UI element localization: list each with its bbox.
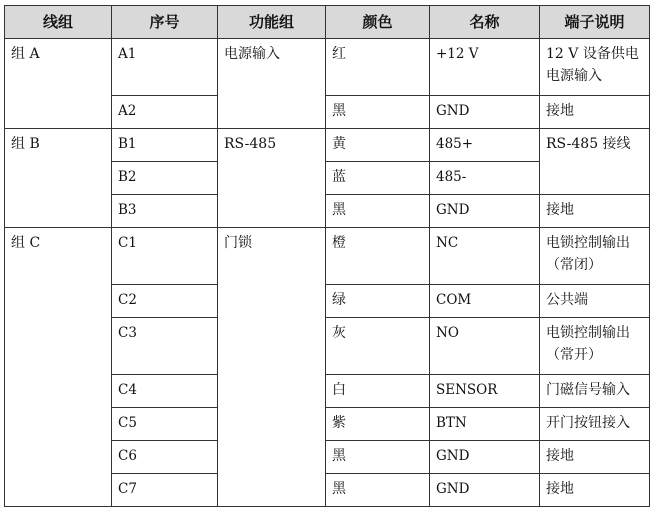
color-cell: 白 [326,375,430,408]
seq-cell: A2 [112,96,218,129]
name-cell: NO [430,318,540,375]
color-cell: 黑 [326,441,430,474]
name-cell: GND [430,96,540,129]
seq-cell: C4 [112,375,218,408]
seq-cell: C5 [112,408,218,441]
color-cell: 黑 [326,474,430,507]
color-cell: 橙 [326,228,430,285]
desc-cell: 公共端 [540,285,650,318]
name-cell: NC [430,228,540,285]
seq-cell: B3 [112,195,218,228]
function-cell: 门锁 [218,228,326,507]
desc-cell: 接地 [540,96,650,129]
color-cell: 黑 [326,96,430,129]
header-color: 颜色 [326,6,430,39]
desc-cell: 12 V 设备供电电源输入 [540,39,650,96]
table-row [5,39,650,96]
name-cell: GND [430,441,540,474]
table-row [5,228,650,285]
header-row [5,6,650,39]
name-cell: GND [430,474,540,507]
color-cell: 绿 [326,285,430,318]
color-cell: 黄 [326,129,430,162]
header-name: 名称 [430,6,540,39]
desc-cell: 门磁信号输入 [540,375,650,408]
seq-cell: B1 [112,129,218,162]
header-function-group: 功能组 [218,6,326,39]
name-cell: +12 V [430,39,540,96]
desc-cell: 接地 [540,474,650,507]
header-wire-group: 线组 [5,6,112,39]
seq-cell: C2 [112,285,218,318]
desc-cell: 电锁控制输出（常开） [540,318,650,375]
name-cell: BTN [430,408,540,441]
table-row [5,129,650,162]
color-cell: 红 [326,39,430,96]
group-cell: 组 C [5,228,112,507]
group-cell: 组 A [5,39,112,129]
color-cell: 灰 [326,318,430,375]
desc-cell: 开门按钮接入 [540,408,650,441]
seq-cell: B2 [112,162,218,195]
seq-cell: C6 [112,441,218,474]
name-cell: SENSOR [430,375,540,408]
name-cell: 485- [430,162,540,195]
name-cell: COM [430,285,540,318]
desc-cell: 接地 [540,195,650,228]
seq-cell: C3 [112,318,218,375]
desc-cell: 接地 [540,441,650,474]
function-cell: RS-485 [218,129,326,228]
seq-cell: C1 [112,228,218,285]
header-terminal-desc: 端子说明 [540,6,650,39]
color-cell: 紫 [326,408,430,441]
wiring-table [4,5,650,507]
color-cell: 黑 [326,195,430,228]
function-cell: 电源输入 [218,39,326,129]
seq-cell: C7 [112,474,218,507]
name-cell: 485+ [430,129,540,162]
name-cell: GND [430,195,540,228]
desc-cell: RS-485 接线 [540,129,650,195]
group-cell: 组 B [5,129,112,228]
seq-cell: A1 [112,39,218,96]
desc-cell: 电锁控制输出（常闭） [540,228,650,285]
header-seq: 序号 [112,6,218,39]
color-cell: 蓝 [326,162,430,195]
